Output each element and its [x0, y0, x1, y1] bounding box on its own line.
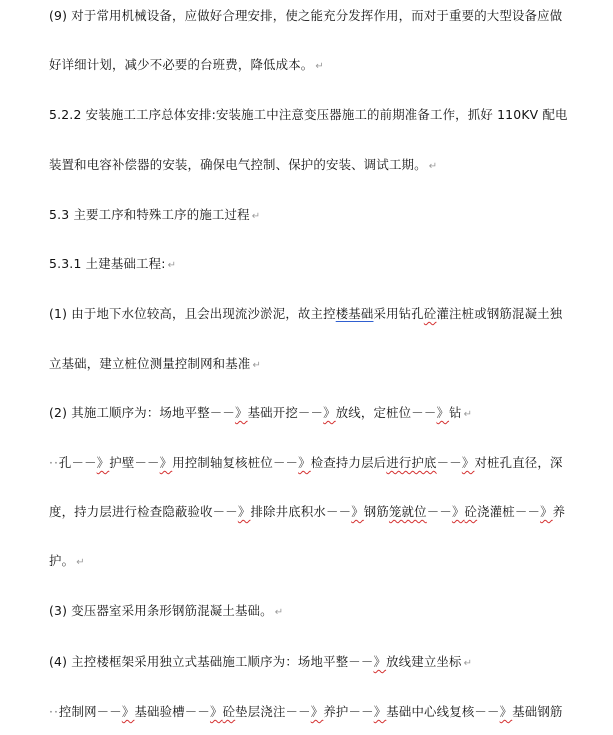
text-segment: 基础开挖－－	[247, 405, 324, 420]
spellcheck-flagged-text: 砼	[423, 306, 437, 321]
text-segment: 钢筋	[363, 504, 389, 519]
text-segment: 控制网－－	[58, 704, 122, 719]
spellcheck-flagged-text: 砼	[222, 704, 236, 719]
spellcheck-flagged-text: 进行护底	[386, 455, 437, 470]
text-segment: 钻	[449, 405, 462, 420]
text-segment: 基础验槽－－	[134, 704, 210, 719]
grammar-flagged-text: 楼基础	[335, 306, 374, 321]
text-segment: 垫层浇注－－	[235, 704, 311, 719]
text-line	[49, 304, 599, 324]
text-segment: 养	[552, 504, 566, 519]
text-segment: 对桩孔直径，深	[474, 455, 563, 470]
text-line	[49, 155, 599, 175]
text-line	[49, 6, 599, 26]
spellcheck-flagged-text: 》	[540, 504, 553, 519]
text-line	[49, 105, 599, 125]
text-line	[49, 403, 599, 423]
text-segment: 护壁－－	[109, 455, 160, 470]
text-line	[49, 254, 599, 274]
spellcheck-flagged-text: 》	[373, 654, 387, 669]
text-segment: 孔－－	[58, 455, 97, 470]
spellcheck-flagged-text: 》	[323, 405, 336, 420]
spellcheck-flagged-text: 》	[351, 504, 364, 519]
text-segment: 好详细计划，减少不必要的台班费，降低成本。	[49, 57, 314, 72]
spellcheck-flagged-text: 》	[121, 704, 135, 719]
text-segment: (9) 对于常用机械设备，应做好合理安排，使之能充分发挥作用，而对于重要的大型设备应做	[49, 8, 563, 23]
paragraph-mark-icon: ↵	[463, 658, 473, 669]
spellcheck-flagged-text: 》	[234, 405, 248, 420]
spellcheck-flagged-text: 》	[436, 405, 450, 420]
text-segment: 放线建立坐标	[386, 654, 462, 669]
paragraph-mark-icon: ↵	[274, 607, 284, 618]
text-segment: 5.3 主要工序和特殊工序的施工过程	[49, 207, 250, 222]
text-segment: (4) 主控楼框架采用独立式基础施工顺序为：场地平整－－	[49, 654, 374, 669]
spellcheck-flagged-text: 》	[209, 704, 223, 719]
text-segment: 装置和电容补偿器的安装，确保电气控制、保护的安装、调试工期。	[49, 157, 427, 172]
spellcheck-flagged-text: 》	[298, 455, 311, 470]
paragraph-mark-icon: ↵	[167, 260, 177, 271]
spellcheck-flagged-text: 》	[461, 455, 475, 470]
text-segment: 灌注桩或钢筋混凝土独	[436, 306, 563, 321]
spellcheck-flagged-text: 》	[499, 704, 513, 719]
text-segment: 检查持力层后	[310, 455, 387, 470]
text-line	[49, 551, 599, 571]
spellcheck-flagged-text: 砼	[464, 504, 478, 519]
text-segment: 采用钻孔	[373, 306, 424, 321]
text-line	[49, 55, 599, 75]
leading-dots: ··	[49, 455, 59, 470]
text-line	[49, 354, 599, 374]
text-segment: (3) 变压器室采用条形钢筋混凝土基础。	[49, 603, 273, 618]
text-line	[49, 702, 599, 722]
text-segment: －－	[436, 455, 462, 470]
paragraph-mark-icon: ↵	[463, 409, 473, 420]
text-segment: 5.2.2 安装施工工序总体安排:安装施工中注意变压器施工的前期准备工作，抓好 110KV 配电	[49, 107, 568, 122]
text-segment: 基础中心线复核－－	[386, 704, 500, 719]
text-line	[49, 453, 599, 473]
paragraph-mark-icon: ↵	[315, 61, 324, 72]
text-segment: 排除井底积水－－	[250, 504, 352, 519]
text-segment: 浇灌桩－－	[477, 504, 541, 519]
text-segment: (2) 其施工顺序为：场地平整－－	[49, 405, 235, 420]
text-segment: 养护－－	[323, 704, 374, 719]
text-segment: －－	[426, 504, 452, 519]
text-segment: 立基础，建立桩位测量控制网和基准	[49, 356, 251, 371]
text-segment: 基础钢筋	[512, 704, 563, 719]
text-segment: 护。	[49, 553, 75, 568]
paragraph-mark-icon: ↵	[252, 360, 262, 371]
spellcheck-flagged-text: 》	[96, 455, 110, 470]
text-segment: 用控制轴复核桩位－－	[172, 455, 299, 470]
paragraph-mark-icon: ↵	[428, 161, 438, 172]
text-segment: (1) 由于地下水位较高，且会出现流沙淤泥，故主控	[49, 306, 336, 321]
text-line	[49, 601, 599, 621]
text-segment: 度，持力层进行检查隐蔽验收－－	[49, 504, 238, 519]
spellcheck-flagged-text: 》	[310, 704, 324, 719]
spellcheck-flagged-text: 》	[451, 504, 465, 519]
text-line	[49, 652, 599, 672]
text-line	[49, 205, 599, 225]
text-line	[49, 502, 599, 522]
spellcheck-flagged-text: 笼就位	[388, 504, 427, 519]
spellcheck-flagged-text: 》	[373, 704, 387, 719]
text-segment: 放线，定桩位－－	[335, 405, 437, 420]
paragraph-mark-icon: ↵	[76, 557, 85, 568]
spellcheck-flagged-text: 》	[159, 455, 173, 470]
paragraph-mark-icon: ↵	[251, 211, 261, 222]
leading-dots: ··	[49, 704, 59, 719]
text-segment: 5.3.1 土建基础工程:	[49, 256, 166, 271]
spellcheck-flagged-text: 》	[237, 504, 251, 519]
